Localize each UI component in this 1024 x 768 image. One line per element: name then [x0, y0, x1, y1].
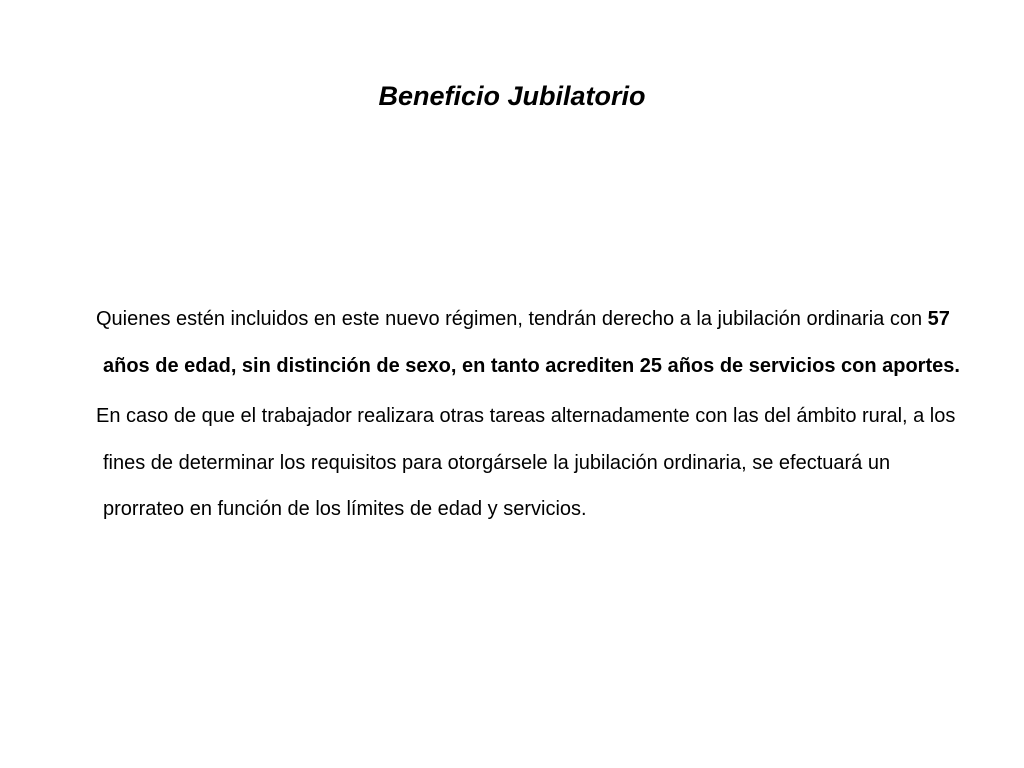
paragraph-prorrateo: En caso de que el trabajador realizara otras tareas alternadamente con las del ámbito rural, a los fines de determinar los requisitos para otorgársele la jubilación ordinaria, se efectuará un prorrateo en función de los límites de edad y servicios.	[96, 405, 956, 520]
slide-body	[96, 296, 976, 533]
paragraph-requirements	[96, 296, 976, 389]
slide-title: Beneficio Jubilatorio	[378, 81, 646, 111]
paragraph-requirements-bold: 57 años de edad, sin distinción de sexo, en tanto acrediten 25 años de servicios con aportes.	[103, 308, 960, 377]
paragraph-requirements-text: Quienes estén incluidos en este nuevo régimen, tendrán derecho a la jubilación ordinaria con	[96, 308, 928, 330]
